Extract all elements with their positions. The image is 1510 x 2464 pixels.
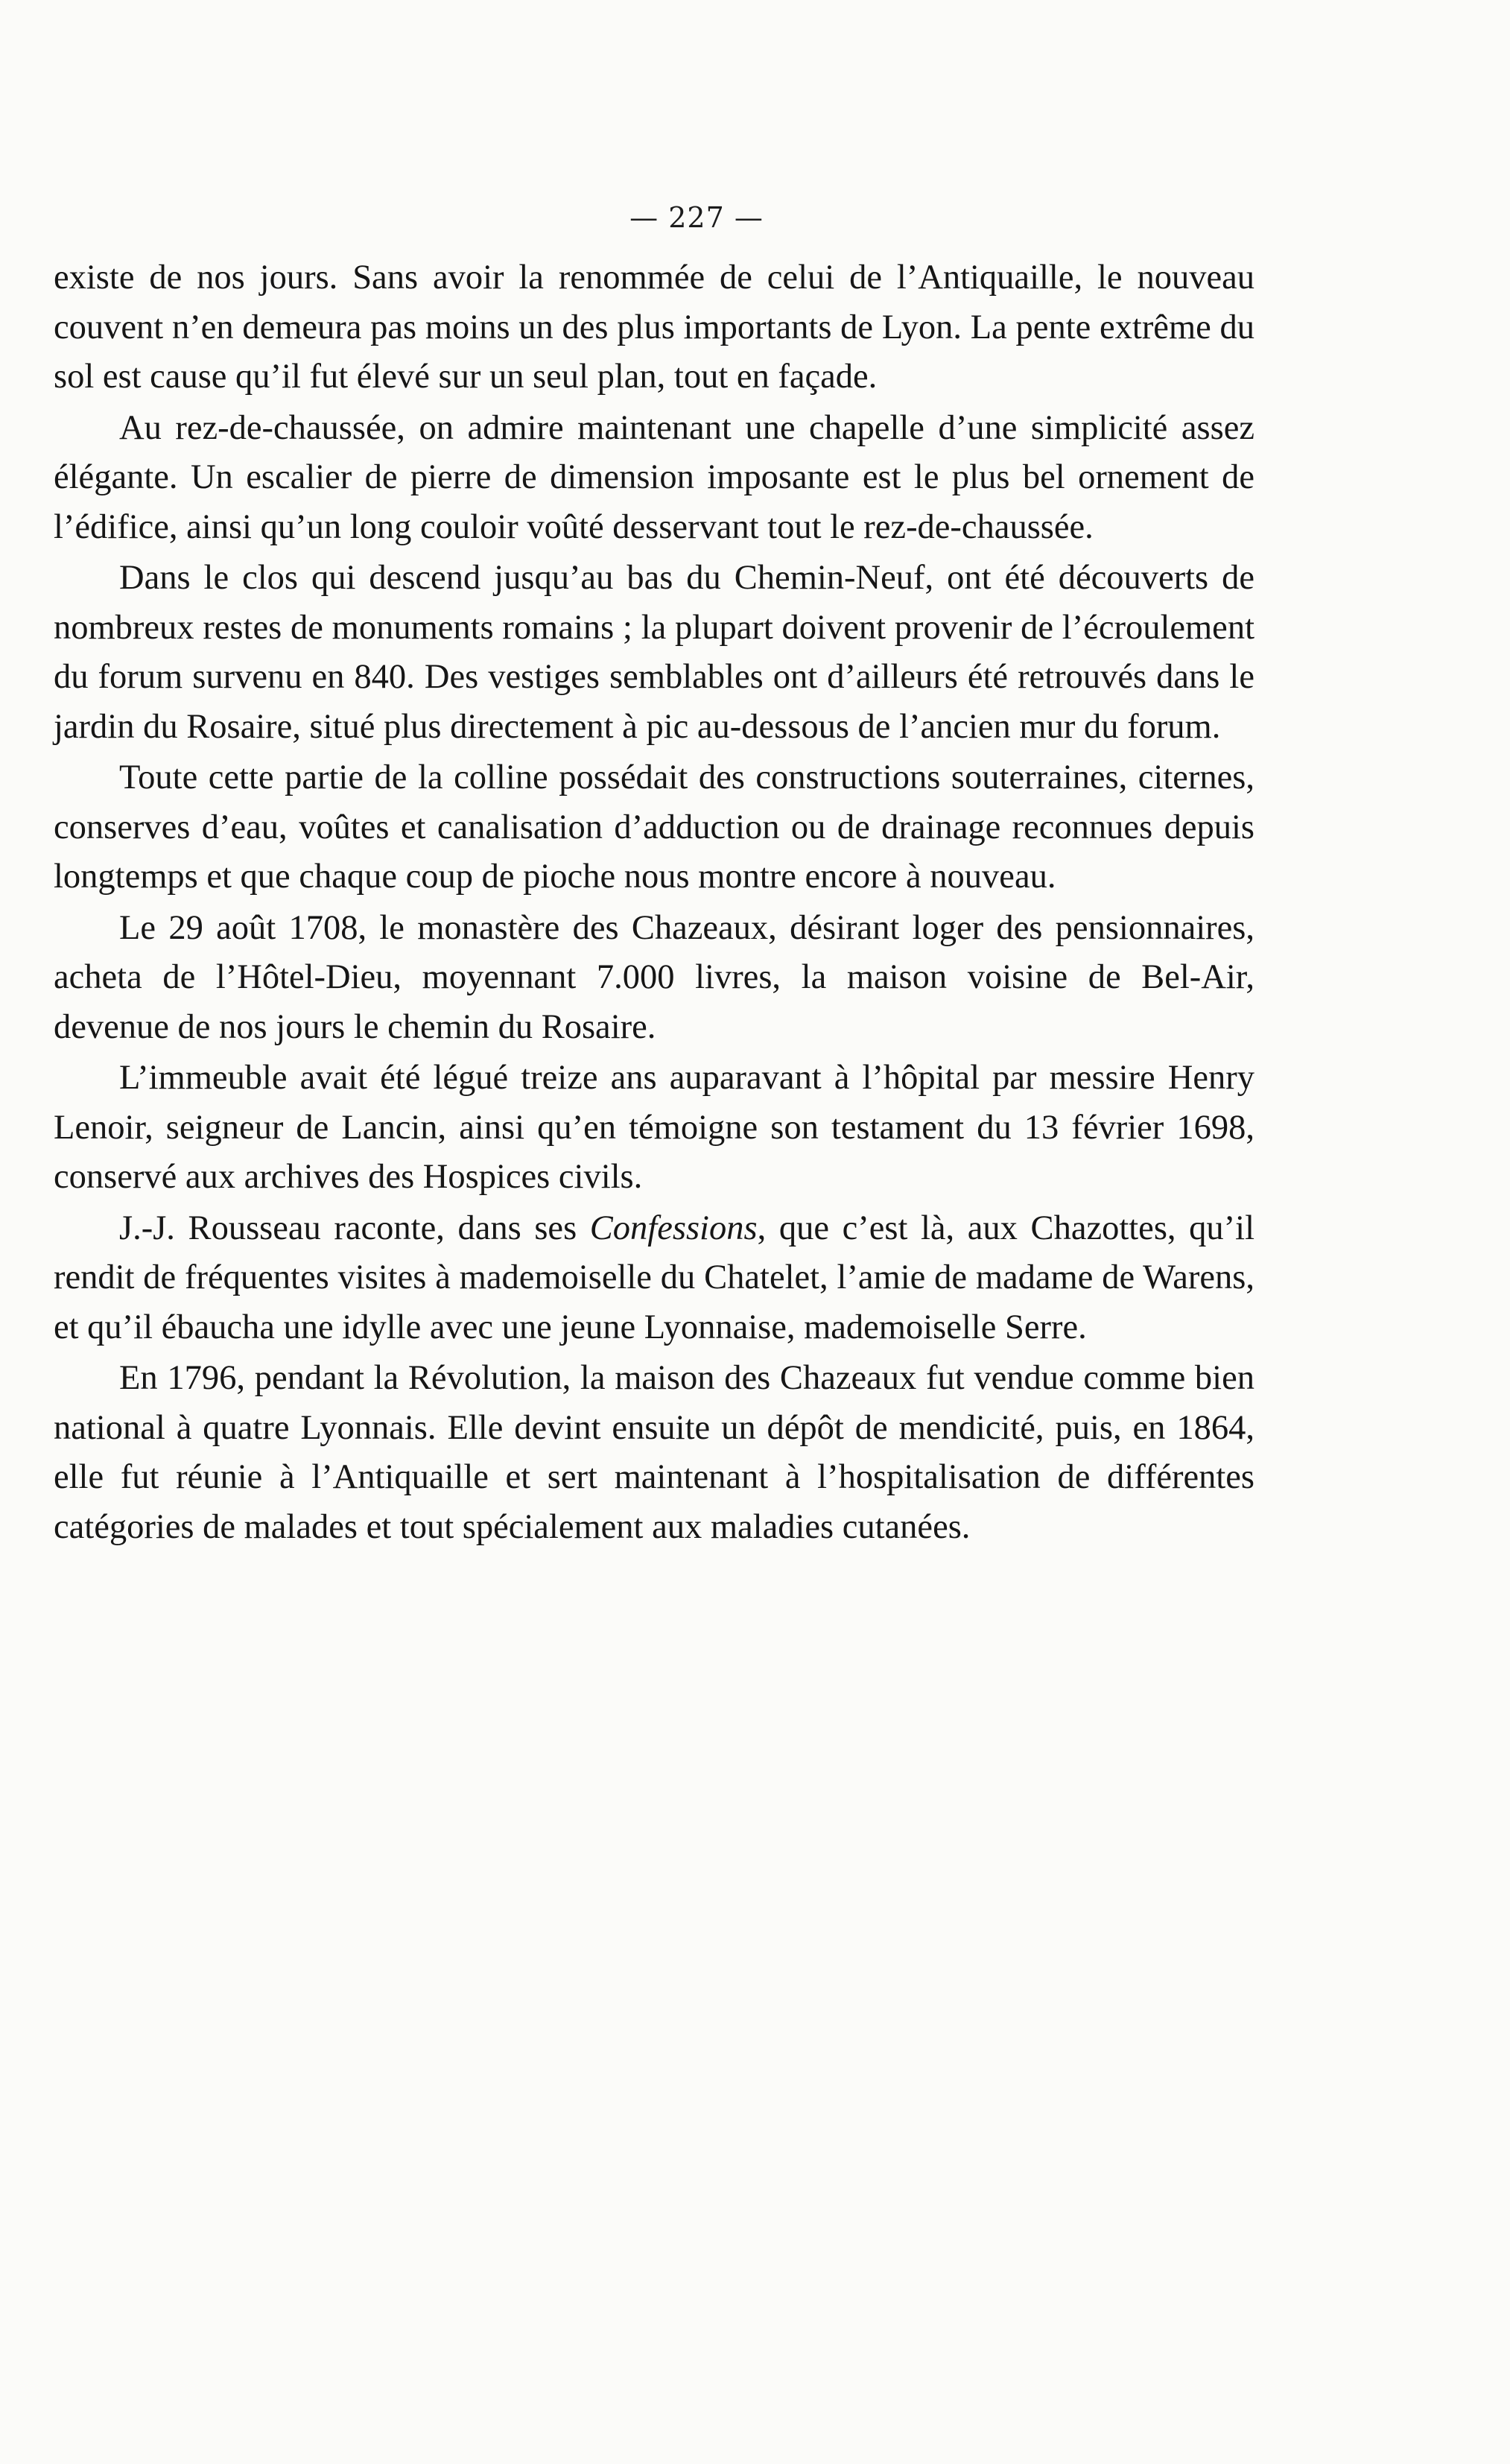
text-segment: , que c’est là, aux Chazottes, qu’il rendit de fréquentes visites à mademoiselle du Chatelet, l’amie de madame de Warens, et qu’il ébaucha une idylle avec une jeune Lyonnaise, mademoiselle Serre. xyxy=(54,1209,1254,1346)
page-number: — 227 — xyxy=(629,201,764,234)
paragraph xyxy=(54,904,1254,1053)
paragraph xyxy=(54,753,1254,902)
text-segment: J.-J. Rousseau raconte, dans ses xyxy=(119,1209,590,1247)
text-segment: L’immeuble avait été légué treize ans auparavant à l’hôpital par messire Henry Lenoir, seigneur de Lancin, ainsi qu’en témoigne son testament du 13 février 1698, conservé aux archives des Hospices civils. xyxy=(54,1059,1254,1196)
text-segment: Au rez-de-chaussée, on admire maintenant une chapelle d’une simplicité assez élégante. Un escalier de pierre de dimension imposante est le plus bel ornement de l’édifice, ainsi qu’un long couloir voûté desservant tout le rez-de-chaussée. xyxy=(54,408,1254,546)
paragraph xyxy=(54,404,1254,553)
text-segment: existe de nos jours. Sans avoir la renommée de celui de l’Antiquaille, le nouveau couvent n’en demeura pas moins un des plus importants de Lyon. La pente extrême du sol est cause qu’il fut élevé sur un seul plan, tout en façade. xyxy=(54,259,1254,396)
book-title-italic: Confessions xyxy=(589,1209,758,1247)
body-text xyxy=(54,253,1254,1552)
text-segment: Dans le clos qui descend jusqu’au bas du Chemin-Neuf, ont été découverts de nombreux restes de monuments romains ; la plupart doivent provenir de l’écroulement du forum survenu en 840. Des vestiges semblables ont d’ailleurs été retrouvés dans le jardin du Rosaire, situé plus directement à pic au-dessous de l’ancien mur du forum. xyxy=(54,559,1254,746)
text-segment: Toute cette partie de la colline possédait des constructions souterraines, citernes, conserves d’eau, voûtes et canalisation d’adduction ou de drainage reconnues depuis longtemps et que chaque coup de pioche nous montre encore à nouveau. xyxy=(54,758,1254,896)
paragraph xyxy=(54,253,1254,402)
text-segment: En 1796, pendant la Révolution, la maison des Chazeaux fut vendue comme bien national à quatre Lyonnais. Elle devint ensuite un dépôt de mendicité, puis, en 1864, elle fut réunie à l’Antiquaille et sert maintenant à l’hospitalisation de différentes catégories de malades et tout spécialement aux maladies cutanées. xyxy=(54,1359,1254,1546)
paragraph xyxy=(54,554,1254,752)
paragraph xyxy=(54,1054,1254,1203)
paragraph xyxy=(54,1354,1254,1552)
text-segment: Le 29 août 1708, le monastère des Chazeaux, désirant loger des pensionnaires, acheta de l’Hôtel-Dieu, moyennant 7.000 livres, la maison voisine de Bel-Air, devenue de nos jours le chemin du Rosaire. xyxy=(54,908,1254,1046)
paragraph xyxy=(54,1204,1254,1353)
